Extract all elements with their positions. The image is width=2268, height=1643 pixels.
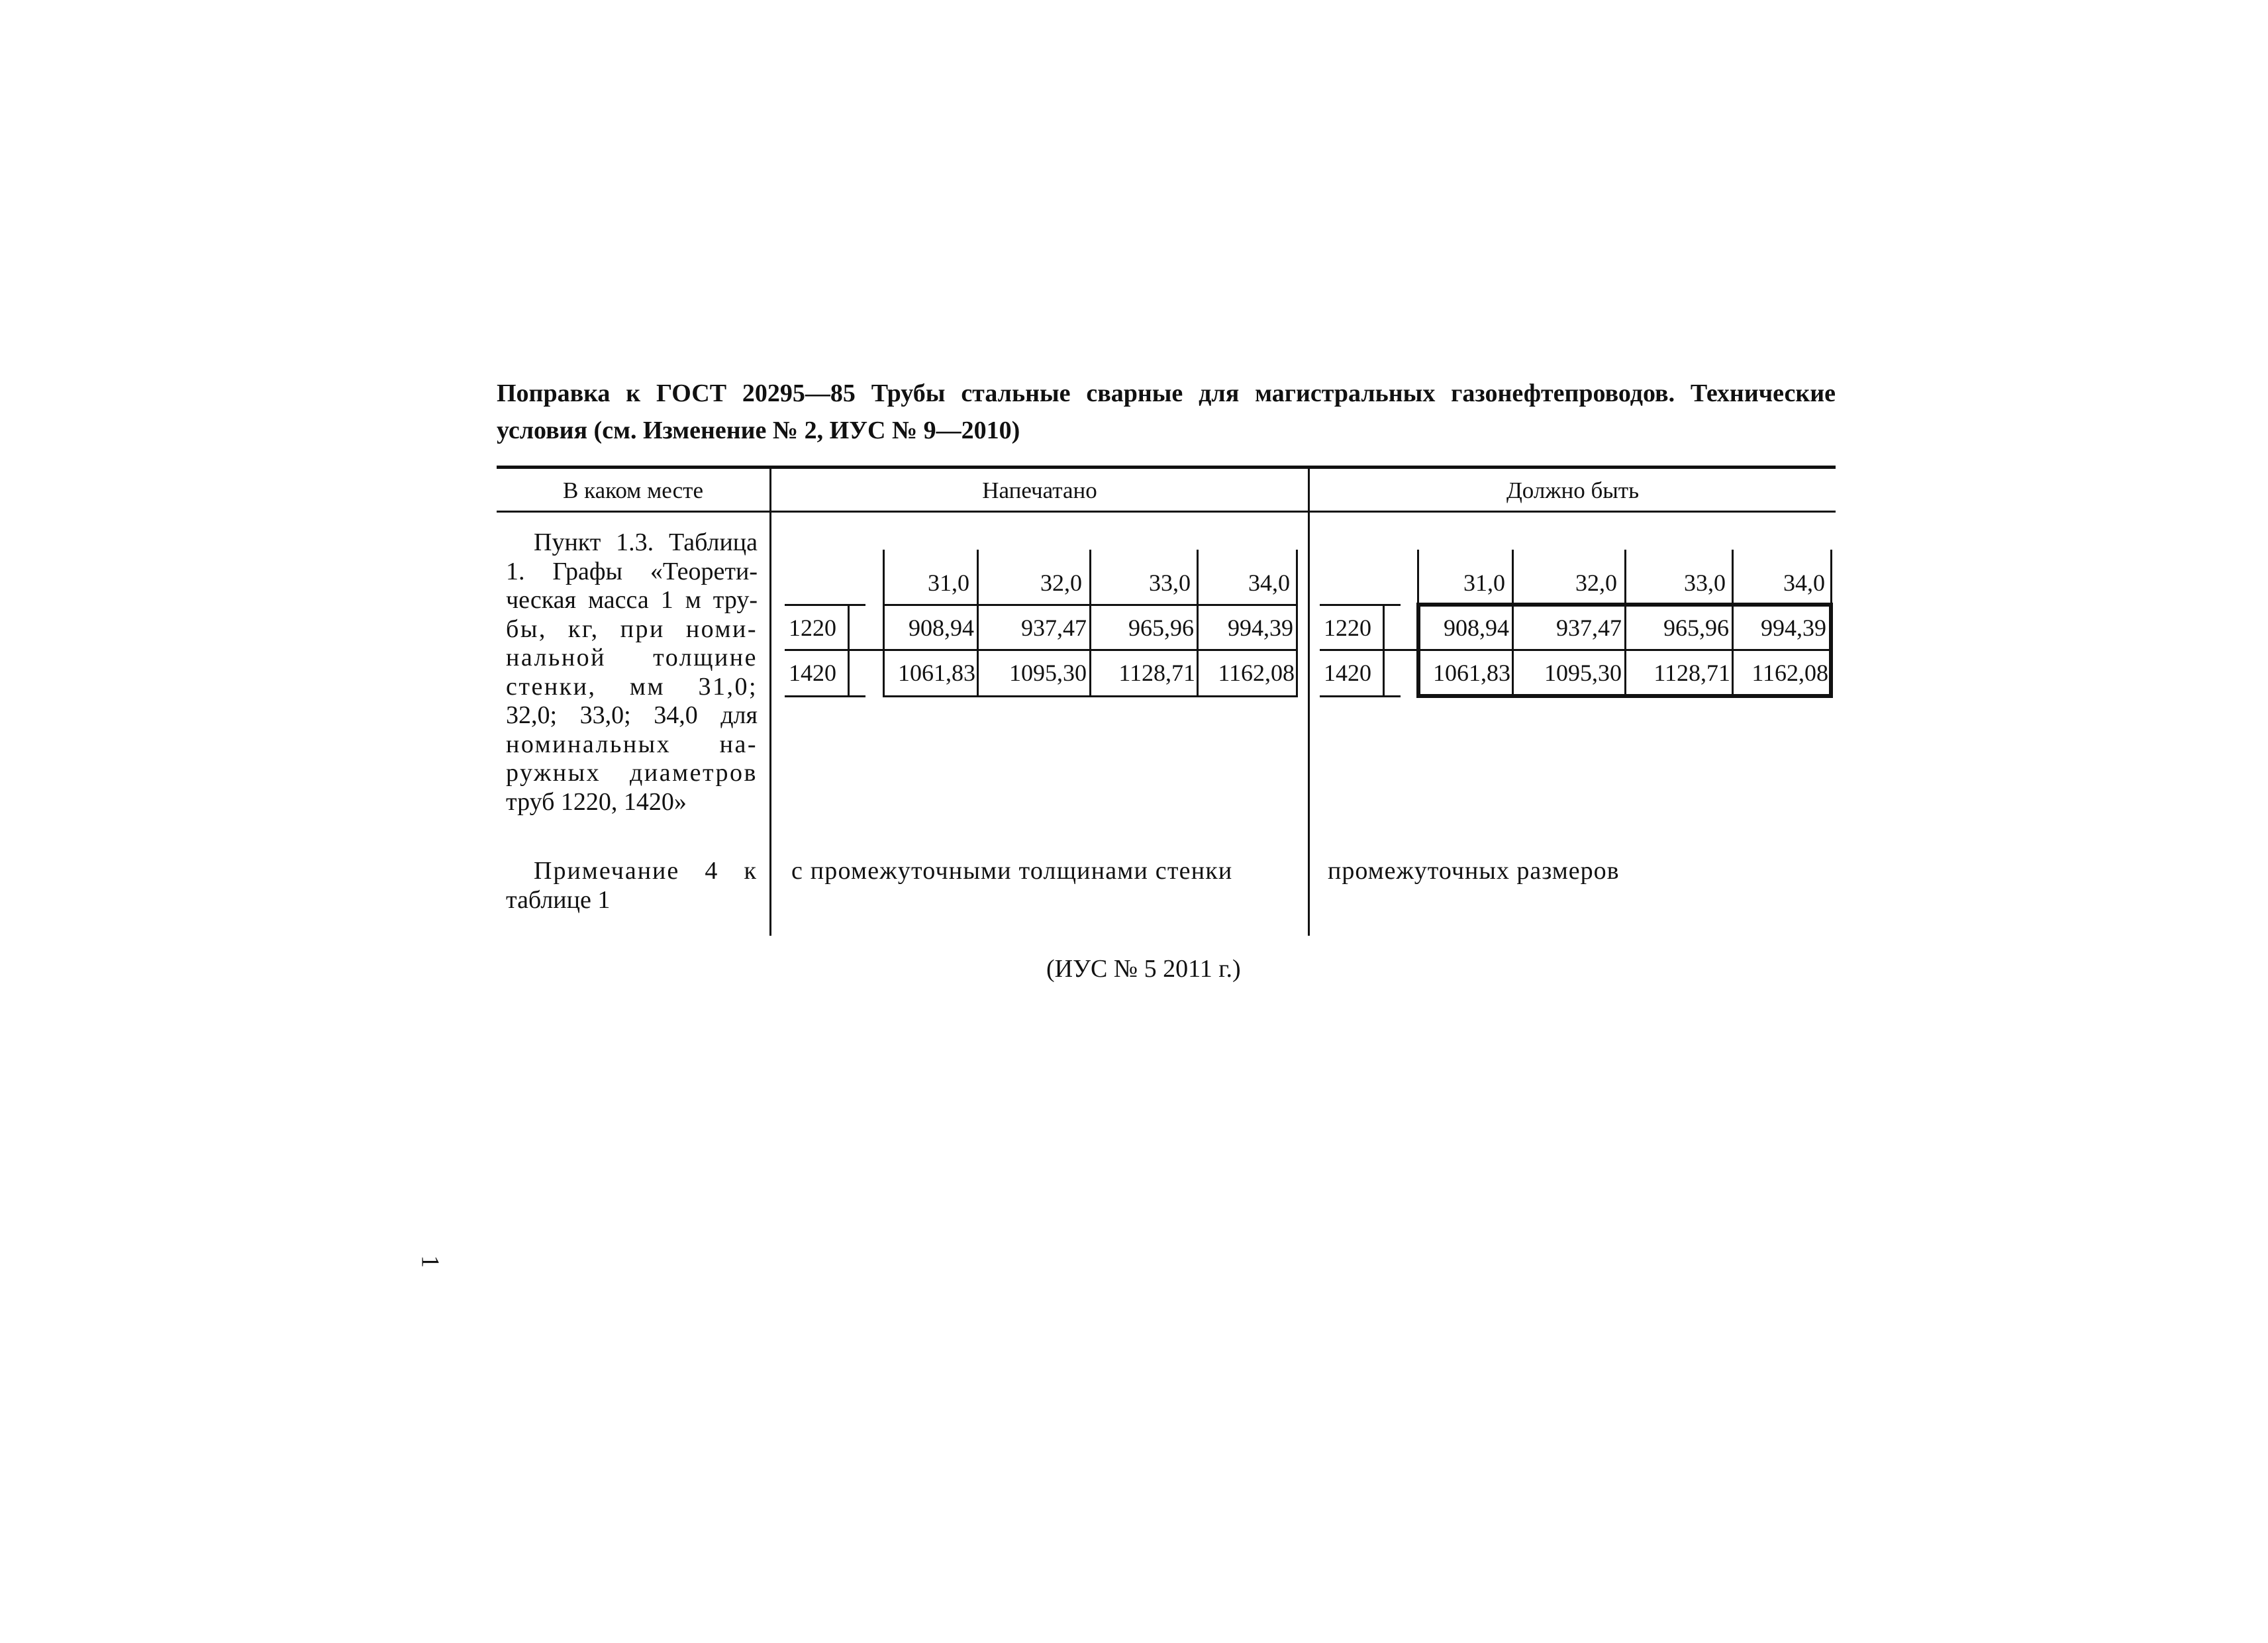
header-printed: Напечатано [982, 477, 1097, 503]
wall-thickness-header: 34,0 [1248, 570, 1290, 596]
place-line: бы, кг, при номи- [506, 615, 758, 643]
grid-line [848, 604, 850, 697]
note-printed-text: с промежуточными толщинами стенки [791, 857, 1233, 885]
place-line: 1. Графы «Теорети- [506, 557, 758, 585]
mass-cell: 1128,71 [1653, 660, 1730, 686]
mass-cell: 1162,08 [1751, 660, 1828, 686]
table-top-rule [497, 466, 1836, 469]
wall-thickness-header: 33,0 [1684, 570, 1726, 596]
diameter-cell: 1220 [789, 615, 836, 641]
place-line: труб 1220, 1420» [506, 787, 687, 816]
column-divider [769, 467, 771, 936]
mass-cell: 994,39 [1761, 615, 1826, 641]
mass-cell: 994,39 [1228, 615, 1293, 641]
grid-line [785, 649, 1298, 651]
wall-thickness-header: 34,0 [1783, 570, 1825, 596]
place-line: стенки, мм 31,0; [506, 672, 758, 701]
grid-line [1320, 649, 1833, 651]
place-line: 32,0; 33,0; 34,0 для [506, 701, 758, 729]
grid-line [785, 695, 865, 697]
mass-cell: 965,96 [1663, 615, 1729, 641]
page-number: 1 [416, 1255, 444, 1268]
wall-thickness-header: 32,0 [1040, 570, 1082, 596]
mass-cell: 937,47 [1021, 615, 1087, 641]
place-line: номинальных на- [506, 730, 758, 758]
mass-cell: 1095,30 [1544, 660, 1622, 686]
mass-cell: 965,96 [1128, 615, 1194, 641]
note-place [506, 856, 758, 915]
grid-line [1829, 603, 1833, 698]
wall-thickness-header: 31,0 [1463, 570, 1505, 596]
column-divider [1308, 467, 1310, 936]
place-description [506, 528, 758, 817]
table-header-rule [497, 511, 1836, 513]
mass-cell: 908,94 [1444, 615, 1509, 641]
grid-line [1830, 550, 1832, 604]
grid-line [1320, 604, 1401, 606]
diameter-cell: 1420 [1324, 660, 1371, 686]
grid-line [1320, 695, 1401, 697]
mass-cell: 1095,30 [1009, 660, 1087, 686]
mass-cell: 1162,08 [1218, 660, 1295, 686]
grid-line [1417, 550, 1419, 604]
wall-thickness-header: 32,0 [1575, 570, 1617, 596]
wall-thickness-header: 33,0 [1149, 570, 1191, 596]
place-line: Примечание 4 к [534, 857, 758, 885]
mass-cell: 908,94 [909, 615, 974, 641]
header-place: В каком месте [563, 477, 703, 503]
grid-line [1383, 604, 1385, 697]
mass-cell: 937,47 [1556, 615, 1622, 641]
source-reference: (ИУС № 5 2011 г.) [1046, 955, 1241, 983]
mass-cell: 1061,83 [1433, 660, 1510, 686]
printed-mass-table [785, 550, 1298, 702]
mass-cell: 1061,83 [898, 660, 975, 686]
wall-thickness-header: 31,0 [928, 570, 969, 596]
place-line: ружных диаметров [506, 759, 758, 787]
grid-line [1296, 550, 1298, 697]
place-line: таблице 1 [506, 886, 611, 914]
header-correct: Должно быть [1506, 477, 1640, 503]
place-line: нальной толщине [506, 644, 758, 672]
document-title: Поправка к ГОСТ 20295—85 Трубы стальные сварные для магистральных газонефтепроводов. Технические условия (см. Изменение № 2, ИУС № 9—2010) [497, 379, 1836, 444]
mass-cell: 1128,71 [1118, 660, 1195, 686]
correct-mass-table [1320, 550, 1833, 702]
diameter-cell: 1420 [789, 660, 836, 686]
place-line: ческая масса 1 м тру- [506, 586, 758, 614]
note-correct-text: промежуточных размеров [1328, 857, 1620, 885]
diameter-cell: 1220 [1324, 615, 1371, 641]
grid-line [785, 604, 865, 606]
place-line: Пункт 1.3. Таблица [534, 528, 758, 556]
